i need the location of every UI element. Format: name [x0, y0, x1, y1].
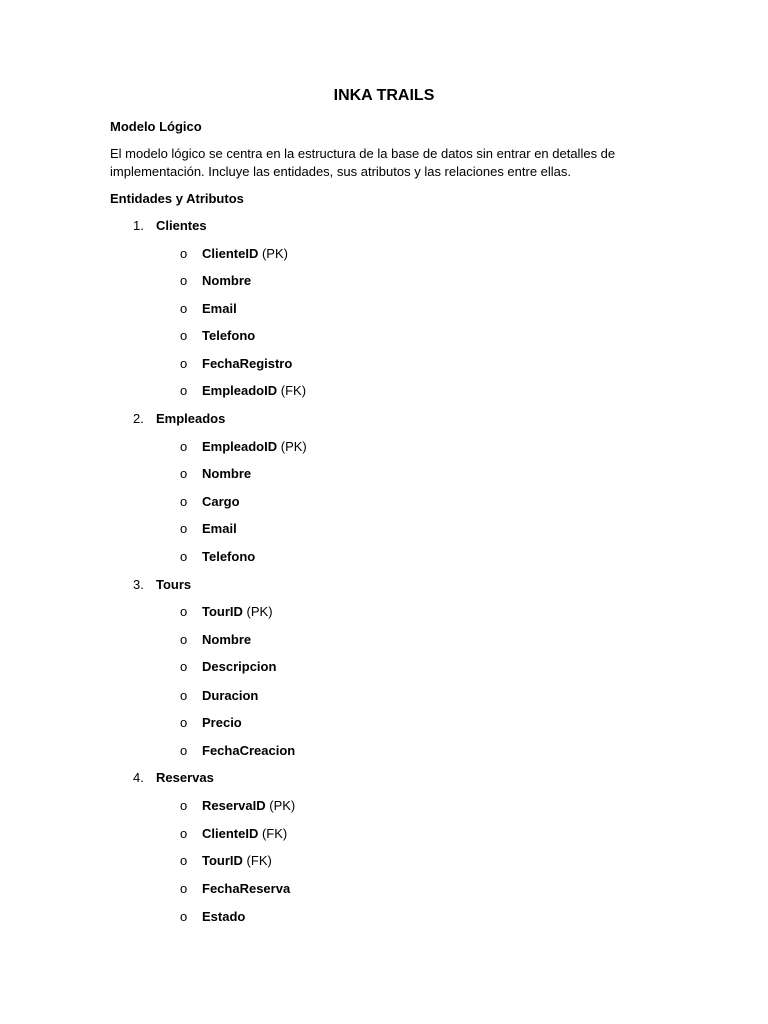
- bullet-marker: o: [180, 881, 188, 896]
- attribute-key: (FK): [280, 383, 307, 398]
- attribute-name: Nombre: [202, 632, 252, 647]
- attribute-item: [180, 382, 306, 400]
- bullet-marker: o: [180, 798, 188, 813]
- attribute-item: [180, 355, 292, 373]
- entity-item: [133, 769, 214, 787]
- attribute-name: Duracion: [202, 688, 259, 703]
- entity-item: [133, 410, 225, 428]
- attribute-item: [180, 687, 258, 705]
- bullet-marker: o: [180, 853, 188, 868]
- bullet-marker: o: [180, 632, 188, 647]
- attribute-item: [180, 714, 242, 732]
- bullet-marker: o: [180, 356, 188, 371]
- attribute-key: (FK): [246, 853, 272, 868]
- attribute-key: (PK): [269, 798, 296, 813]
- attribute-item: [180, 245, 288, 263]
- section-heading: Modelo Lógico: [110, 119, 202, 134]
- bullet-marker: o: [180, 604, 188, 619]
- attribute-name: ReservaID: [202, 798, 266, 813]
- attribute-item: [180, 272, 251, 290]
- attribute-key: (PK): [261, 246, 288, 261]
- bullet-marker: o: [180, 909, 188, 924]
- bullet-marker: o: [180, 688, 188, 703]
- attribute-name: Email: [202, 301, 237, 316]
- bullet-marker: o: [180, 273, 188, 288]
- attribute-name: Descripcion: [202, 659, 277, 674]
- attribute-item: [180, 658, 276, 676]
- bullet-marker: o: [180, 826, 188, 841]
- bullet-marker: o: [180, 383, 188, 398]
- attribute-item: [180, 465, 251, 483]
- attribute-item: [180, 880, 290, 898]
- bullet-marker: o: [180, 328, 188, 343]
- entity-name: Empleados: [156, 411, 226, 426]
- attribute-name: ClienteID: [202, 246, 259, 261]
- bullet-marker: o: [180, 494, 188, 509]
- attribute-item: [180, 852, 272, 870]
- bullet-marker: o: [180, 659, 188, 674]
- attribute-key: (FK): [261, 826, 288, 841]
- attribute-item: [180, 797, 295, 815]
- bullet-marker: o: [180, 549, 188, 564]
- entity-item: [133, 217, 207, 235]
- entity-number: 1.: [133, 218, 144, 233]
- entity-item: [133, 576, 191, 594]
- intro-paragraph: El modelo lógico se centra en la estructura de la base de datos sin entrar en detalles de implementación. Incluye las entidades, sus atributos y las relaciones entre ellas.: [110, 146, 616, 179]
- attribute-item: [180, 742, 295, 760]
- entity-name: Clientes: [156, 218, 207, 233]
- bullet-marker: o: [180, 466, 188, 481]
- attribute-item: [180, 520, 237, 538]
- attribute-item: [180, 603, 273, 621]
- attribute-name: Precio: [202, 715, 242, 730]
- bullet-marker: o: [180, 521, 188, 536]
- attribute-item: [180, 825, 287, 843]
- attribute-name: FechaCreacion: [202, 743, 296, 758]
- entity-number: 4.: [133, 770, 144, 785]
- attribute-name: FechaRegistro: [202, 356, 293, 371]
- attribute-item: [180, 327, 255, 345]
- attribute-item: [180, 438, 307, 456]
- attribute-name: Nombre: [202, 273, 252, 288]
- bullet-marker: o: [180, 715, 188, 730]
- attribute-name: ClienteID: [202, 826, 259, 841]
- entity-number: 2.: [133, 411, 144, 426]
- attribute-name: Telefono: [202, 549, 256, 564]
- document-title: INKA TRAILS: [333, 87, 435, 104]
- attribute-item: [180, 631, 251, 649]
- entity-name: Tours: [156, 577, 192, 592]
- attribute-name: Email: [202, 521, 237, 536]
- attribute-item: [180, 548, 255, 566]
- attribute-name: FechaReserva: [202, 881, 291, 896]
- attribute-name: EmpleadoID: [202, 439, 278, 454]
- bullet-marker: o: [180, 246, 188, 261]
- entity-name: Reservas: [156, 770, 214, 785]
- attribute-key: (PK): [280, 439, 307, 454]
- attribute-item: [180, 493, 240, 511]
- attribute-name: TourID: [202, 853, 243, 868]
- entities-subheading: Entidades y Atributos: [110, 191, 244, 206]
- attribute-key: (PK): [246, 604, 273, 619]
- bullet-marker: o: [180, 439, 188, 454]
- attribute-item: [180, 908, 245, 926]
- attribute-name: Cargo: [202, 494, 240, 509]
- attribute-name: TourID: [202, 604, 243, 619]
- bullet-marker: o: [180, 743, 188, 758]
- attribute-name: Estado: [202, 909, 246, 924]
- attribute-item: [180, 300, 237, 318]
- attribute-name: EmpleadoID: [202, 383, 278, 398]
- attribute-name: Nombre: [202, 466, 252, 481]
- attribute-name: Telefono: [202, 328, 256, 343]
- entity-number: 3.: [133, 577, 144, 592]
- bullet-marker: o: [180, 301, 188, 316]
